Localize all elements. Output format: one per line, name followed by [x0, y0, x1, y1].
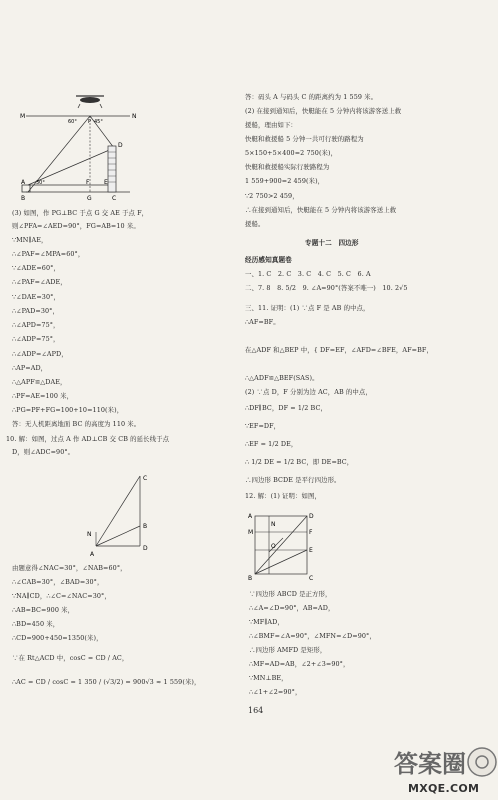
- watermark-icon: [390, 742, 498, 782]
- solution-line: 由题意得∠NAC=30°，∠NAB=60°，: [12, 564, 127, 572]
- figure-square-abcd: [245, 508, 325, 588]
- solution-line: D，则∠ADC=90°。: [12, 448, 75, 456]
- solution-line: ∴CD=900+450=1350(米)，: [12, 634, 103, 642]
- solution-line: 援船，理由如下：: [245, 121, 297, 129]
- solution-line: 答：无人机距离地面 BC 的高度为 110 米。: [12, 420, 141, 428]
- label-D: D: [118, 142, 123, 149]
- solution-line: ∴AB=BC=900 米，: [12, 606, 75, 614]
- section-title: 经历感知真题卷: [245, 256, 292, 264]
- solution-line: ∵EF=DF，: [245, 422, 281, 430]
- solution-line: ∵MF∥AD，: [249, 618, 284, 626]
- solution-line: 5×150+5×400=2 750(米)，: [245, 149, 338, 157]
- label-A: A: [248, 513, 253, 520]
- solution-line: ∴∠CAB=30°，∠BAD=30°，: [12, 578, 104, 586]
- solution-line: ∴∠PAF=∠ADE，: [12, 278, 67, 286]
- answer-row-choice: 一、1. C 2. C 3. C 4. C 5. C 6. A: [245, 270, 371, 278]
- label-30: 30°: [36, 180, 45, 186]
- solution-line: ∴PG=PF+FG=100+10=110(米)，: [12, 406, 124, 414]
- label-D: D: [309, 513, 314, 520]
- solution-line: ∴∠BMF=∠A=90°，∠MFN=∠D=90°，: [249, 632, 376, 640]
- solution-line: ∵NA∥CD，∴∠C=∠NAC=30°，: [12, 592, 111, 600]
- solution-line: 在△ADF 和△BEP 中，{ DF=EF，∠AFD=∠BFE，AF=BF，: [245, 346, 433, 354]
- solution-line: 则∠PFA=∠AED=90°，FG=AB=10 米。: [12, 222, 140, 230]
- solution-line: ∴∠PAF=∠MPA=60°，: [12, 250, 85, 258]
- solution-line: ∴∠ADP=∠APD，: [12, 350, 68, 358]
- solution-line: ∴AC = CD / cosC = 1 350 / (√3/2) = 900√3 ≈ 1 559(米)，: [12, 678, 201, 686]
- solution-line: 援船。: [245, 220, 265, 228]
- watermark-logo: [390, 742, 498, 800]
- label-A: A: [21, 179, 26, 186]
- watermark-text: 答案圈: [394, 750, 466, 778]
- watermark-url: MXQE.COM: [408, 782, 480, 795]
- problem-10-heading: 10. 解：如图，过点 A 作 AD⊥CB 交 CB 的延长线于点: [6, 435, 170, 443]
- solution-line: ∴EF = 1/2 DE，: [245, 440, 298, 448]
- label-N: N: [87, 531, 92, 538]
- label-A: A: [90, 551, 95, 558]
- solution-line: ∵∠DAE=30°，: [12, 293, 60, 301]
- solution-line: ∴AF=BF。: [245, 318, 280, 326]
- label-D: D: [143, 545, 148, 552]
- label-B: B: [248, 575, 253, 582]
- solution-line: ∴△ADF≌△BEF(SAS)。: [245, 374, 319, 382]
- solution-line: ∴∠A=∠D=90°，AB=AD，: [249, 604, 335, 612]
- label-C: C: [112, 195, 117, 202]
- label-E: E: [104, 179, 108, 186]
- solution-line: ∵在 Rt△ACD 中，cosC = CD / AC，: [12, 654, 129, 662]
- solution-line: ∴ 1/2 DE = 1/2 BC，即 DE=BC，: [245, 458, 354, 466]
- figure-triangle-acd: [80, 470, 160, 560]
- solution-line: ∵MN⊥BE，: [249, 674, 288, 682]
- solution-line: 快艇和救援船 5 分钟一共可行驶的路程为: [245, 135, 364, 143]
- solution-line: ∴∠PAD=30°，: [12, 307, 59, 315]
- label-F: F: [86, 179, 90, 186]
- label-N: N: [132, 113, 137, 120]
- label-O: O: [271, 543, 276, 550]
- solution-line: 快艇和救援船实际行驶路程为: [245, 163, 330, 171]
- solution-line: ∴四边形 AMFD 是矩形，: [249, 646, 327, 654]
- label-M: M: [20, 113, 26, 120]
- label-E: E: [309, 547, 313, 554]
- label-C: C: [309, 575, 314, 582]
- solution-line: ∴AP=AD，: [12, 364, 48, 372]
- label-45: 45°: [94, 119, 103, 125]
- solution-line: ∴在接到通知后，快艇能在 5 分钟内将该游客送上救: [245, 206, 397, 214]
- solution-line: ∴BD=450 米，: [12, 620, 60, 628]
- label-P: P: [88, 119, 92, 125]
- label-B: B: [21, 195, 26, 202]
- solution-line: ∵∠ADE=60°，: [12, 264, 60, 272]
- label-C: C: [143, 475, 148, 482]
- label-B: B: [143, 523, 148, 530]
- label-F: F: [309, 529, 313, 536]
- solution-line: (2) 在接到通知后，快艇能在 5 分钟内将该游客送上救: [245, 107, 402, 115]
- solution-line: 三、11. 证明：(1) ∵点 F 是 AB 的中点，: [245, 304, 370, 312]
- solution-line: (2) ∵点 D，F 分别为边 AC，AB 的中点，: [245, 388, 372, 396]
- label-60: 60°: [68, 119, 77, 125]
- answer-row-fill: 二、7. 8 8. 5/2 9. ∠A=90°(答案不唯一) 10. 2√5: [245, 284, 408, 292]
- solution-line: ∴MF=AD=AB，∠2+∠3=90°，: [249, 660, 350, 668]
- label-G: G: [87, 195, 92, 202]
- solution-line: ∴∠1+∠2=90°，: [249, 688, 302, 696]
- label-M: M: [248, 529, 254, 536]
- solution-line: ∵四边形 ABCD 是正方形，: [249, 590, 332, 598]
- problem-12-heading: 12. 解：(1) 证明：如图，: [245, 492, 322, 500]
- figure-drone-diagram: [18, 90, 148, 210]
- solution-line: (3) 如图，作 PG⊥BC 于点 G 交 AE 于点 F，: [12, 209, 149, 217]
- solution-line: ∴△APF≌△DAE，: [12, 378, 67, 386]
- solution-line: ∴∠APD=75°，: [12, 321, 60, 329]
- solution-line: ∵2 750>2 459，: [245, 192, 299, 200]
- topic-title: 专题十二 四边形: [305, 239, 359, 247]
- solution-line: ∴∠ADP=75°，: [12, 335, 60, 343]
- solution-line: ∵MN∥AE，: [12, 236, 48, 244]
- solution-line: ∴PF=AE=100 米，: [12, 392, 74, 400]
- label-N: N: [271, 521, 276, 528]
- solution-line: 1 559+900=2 459(米)，: [245, 177, 325, 185]
- solution-line: ∴四边形 BCDE 是平行四边形。: [245, 476, 341, 484]
- page-number: 164: [248, 706, 264, 715]
- solution-line: 答：码头 A 与码头 C 的距离约为 1 559 米。: [245, 93, 378, 101]
- drone-icon: [76, 96, 104, 108]
- solution-line: ∴DF∥BC，DF = 1/2 BC，: [245, 404, 327, 412]
